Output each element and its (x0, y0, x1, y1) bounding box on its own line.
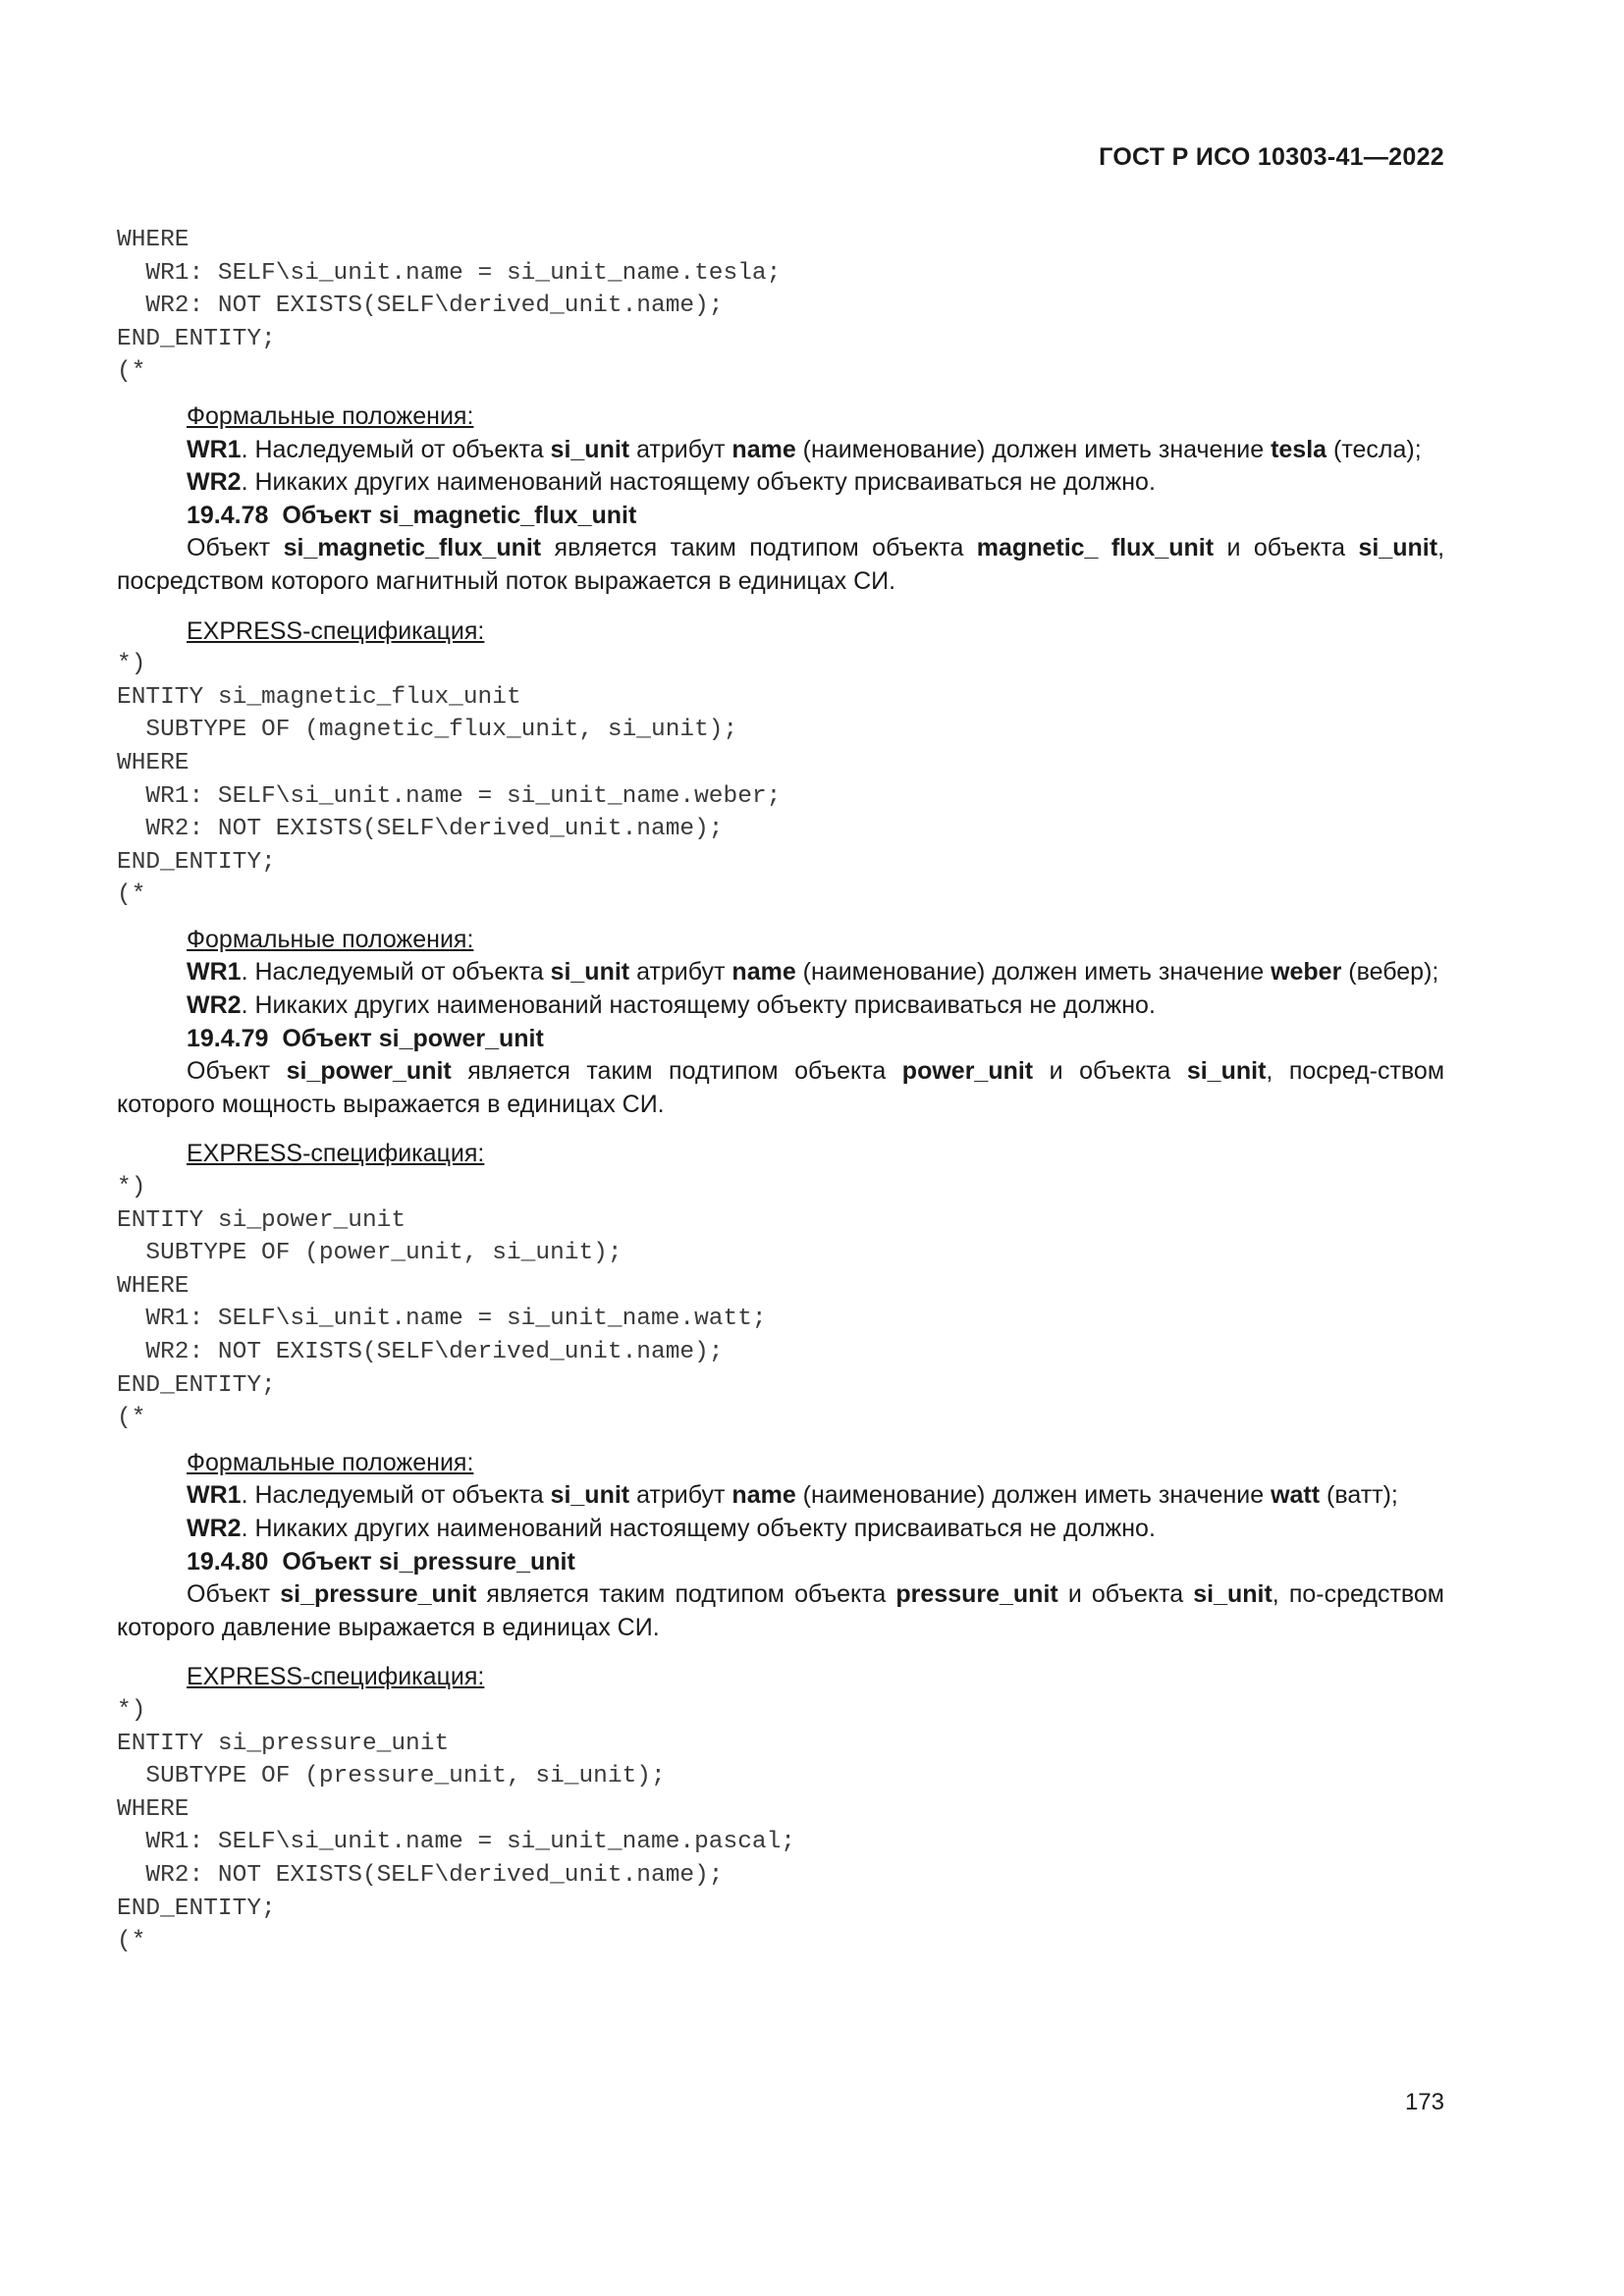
express-spec-heading: EXPRESS-спецификация: (187, 1140, 485, 1168)
formal-provisions-heading: Формальные положения: (187, 401, 474, 430)
express-spec-heading: EXPRESS-спецификация: (187, 616, 485, 645)
section-heading: 19.4.78 Объект si_magnetic_flux_unit (187, 501, 637, 529)
section-description: Объект si_magnetic_flux_unit является таким подтипом объекта magnetic_ flux_unit и объекта si_unit, посредством которого магнитный поток выражается в единицах СИ. (117, 534, 1445, 595)
express-code-block: *) ENTITY si_magnetic_flux_unit SUBTYPE OF (magnetic_flux_unit, si_unit); WHERE WR1: SELF\si_unit.name = si_unit_name.weber; WR2: NOT EXISTS(SELF\derived_unit.name); END_ENTITY; (* (117, 651, 782, 909)
wr1-rule: WR1. Наследуемый от объекта si_unit атрибут name (наименование) должен иметь значение tesla (тесла); (187, 435, 1422, 463)
wr2-rule: WR2. Никаких других наименований настоящему объекту присваиваться не должно. (187, 991, 1156, 1020)
page-number: 173 (1404, 2089, 1444, 2115)
section-description: Объект si_power_unit является таким подтипом объекта power_unit и объекта si_unit, посред-ством которого мощность выражается в единицах СИ. (117, 1057, 1445, 1118)
formal-provisions-heading: Формальные положения: (187, 925, 474, 953)
document-header: ГОСТ Р ИСО 10303-41—2022 (1099, 143, 1444, 171)
wr1-rule: WR1. Наследуемый от объекта si_unit атрибут name (наименование) должен иметь значение watt (ватт); (187, 1481, 1398, 1510)
wr2-rule: WR2. Никаких других наименований настоящему объекту присваиваться не должно. (187, 1514, 1156, 1542)
section-heading: 19.4.79 Объект si_power_unit (187, 1024, 544, 1052)
wr2-rule: WR2. Никаких других наименований настоящему объекту присваиваться не должно. (187, 468, 1156, 497)
express-code-block: *) ENTITY si_pressure_unit SUBTYPE OF (pressure_unit, si_unit); WHERE WR1: SELF\si_unit.name = si_unit_name.pascal; WR2: NOT EXISTS(SELF\derived_unit.name); END_ENTITY; (* (117, 1696, 796, 1955)
section-description: Объект si_pressure_unit является таким подтипом объекта pressure_unit и объекта si_unit, по-средством которого давление выражается в единицах СИ. (117, 1580, 1444, 1641)
page-content (117, 224, 1444, 1958)
section-heading: 19.4.80 Объект si_pressure_unit (187, 1547, 575, 1575)
formal-provisions-heading: Формальные положения: (187, 1448, 474, 1476)
wr1-rule: WR1. Наследуемый от объекта si_unit атрибут name (наименование) должен иметь значение weber (вебер); (187, 958, 1439, 987)
express-code-block: WHERE WR1: SELF\si_unit.name = si_unit_name.tesla; WR2: NOT EXISTS(SELF\derived_unit.name); END_ENTITY; (* (117, 227, 782, 386)
express-code-block: *) ENTITY si_power_unit SUBTYPE OF (power_unit, si_unit); WHERE WR1: SELF\si_unit.name = si_unit_name.watt; WR2: NOT EXISTS(SELF\derived_unit.name); END_ENTITY; (* (117, 1174, 767, 1432)
express-spec-heading: EXPRESS-спецификация: (187, 1663, 485, 1691)
